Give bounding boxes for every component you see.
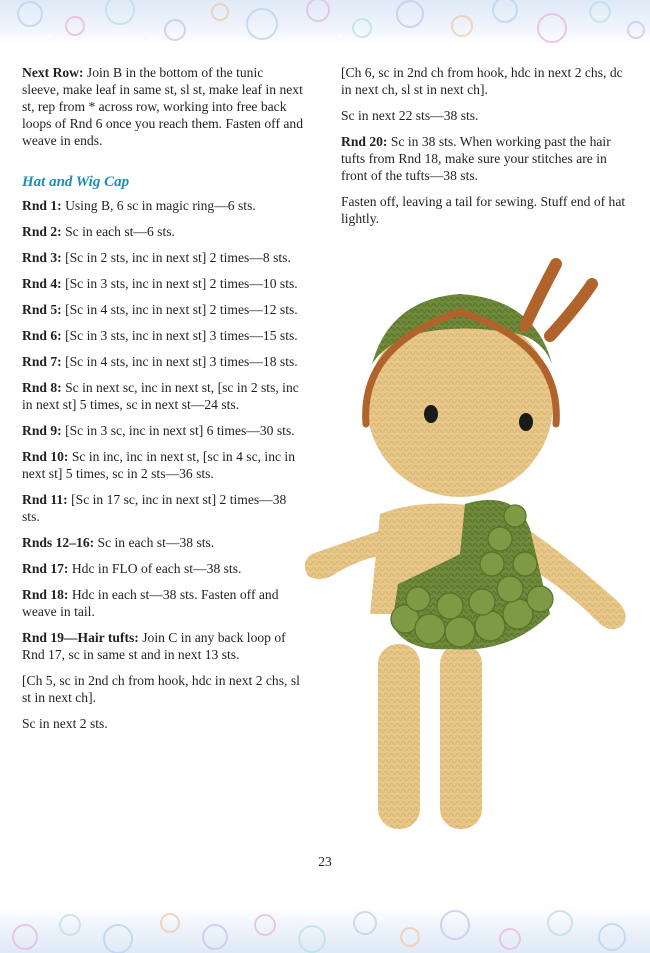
- pattern-instruction: [22, 327, 304, 344]
- instruction-text: Sc in next 22 sts—38 sts.: [341, 108, 479, 123]
- left-text-column: [22, 64, 304, 741]
- round-label: Rnd 5:: [22, 302, 62, 317]
- round-label: Rnd 20:: [341, 134, 388, 149]
- round-label: Rnd 19—Hair tufts:: [22, 630, 139, 645]
- instruction-text: [Ch 6, sc in 2nd ch from hook, hdc in next 2 chs, dc in next ch, sl st in next ch].: [341, 65, 623, 97]
- pattern-instruction: [22, 422, 304, 439]
- round-label: Rnd 11:: [22, 492, 68, 507]
- instruction-text: Using B, 6 sc in magic ring—6 sts.: [61, 198, 256, 213]
- instruction-text: [Sc in 4 sts, inc in next st] 2 times—12 sts.: [61, 302, 298, 317]
- round-label: Rnd 17:: [22, 561, 69, 576]
- doll-hair-tufts: [525, 264, 592, 336]
- bottom-decorative-border: [0, 907, 650, 953]
- section-heading: Hat and Wig Cap: [22, 174, 130, 190]
- page-number: 23: [318, 854, 332, 869]
- pattern-instruction: [22, 448, 304, 482]
- pattern-instruction: [341, 107, 631, 124]
- instruction-text: [Sc in 3 sc, inc in next st] 6 times—30 sts.: [61, 423, 295, 438]
- pattern-instruction: [22, 197, 304, 214]
- round-label: Rnd 8:: [22, 380, 62, 395]
- round-label: Rnd 1:: [22, 198, 62, 213]
- instruction-text: Hdc in FLO of each st—38 sts.: [68, 561, 242, 576]
- crochet-doll-photo: [300, 254, 640, 834]
- instruction-text: [Sc in 4 sts, inc in next st] 3 times—18 sts.: [61, 354, 298, 369]
- round-label: Rnd 3:: [22, 250, 62, 265]
- pattern-instruction: [22, 275, 304, 292]
- pattern-instruction: [22, 223, 304, 240]
- pattern-instruction: [22, 249, 304, 266]
- pattern-instruction: [22, 672, 304, 706]
- round-label: Rnd 7:: [22, 354, 62, 369]
- pattern-instruction: [341, 193, 631, 227]
- pattern-instruction: [22, 586, 304, 620]
- round-label: Rnd 4:: [22, 276, 62, 291]
- bubble-pattern-bottom: [0, 907, 650, 953]
- pattern-instruction: [22, 560, 304, 577]
- round-label: Rnds 12–16:: [22, 535, 95, 550]
- doll-right-eye: [519, 413, 533, 431]
- round-label: Next Row:: [22, 65, 84, 80]
- pattern-instruction: [22, 301, 304, 318]
- round-label: Rnd 18:: [22, 587, 69, 602]
- pattern-instruction: [341, 64, 631, 98]
- round-label: Rnd 2:: [22, 224, 62, 239]
- instruction-text: Sc in each st—6 sts.: [61, 224, 175, 239]
- pattern-instruction: [22, 491, 304, 525]
- instruction-text: Sc in each st—38 sts.: [94, 535, 215, 550]
- pattern-instruction: [22, 353, 304, 370]
- instruction-text: Join B in the bottom of the tunic sleeve, make leaf in same st, sl st, make leaf in next st, rep from * across row, working into free back loops of Rnd 6 once you reach them. Fasten off and weave in ends.: [22, 65, 304, 148]
- instruction-text: [Sc in 2 sts, inc in next st] 2 times—8 sts.: [61, 250, 291, 265]
- round-label: Rnd 9:: [22, 423, 62, 438]
- instruction-text: Sc in inc, inc in next st, [sc in 4 sc, inc in next st] 5 times, sc in 2 sts—36 sts.: [22, 449, 295, 481]
- instruction-text: [Sc in 3 sts, inc in next st] 2 times—10 sts.: [61, 276, 298, 291]
- doll-left-eye: [424, 405, 438, 423]
- round-label: Rnd 10:: [22, 449, 69, 464]
- pattern-instruction: [22, 715, 304, 732]
- pattern-instruction: [22, 379, 304, 413]
- pattern-instruction: [22, 629, 304, 663]
- right-text-column: [341, 64, 631, 236]
- instruction-text: Sc in next sc, inc in next st, [sc in 2 sts, inc in next st] 5 times, sc in next st—24 sts.: [22, 380, 299, 412]
- top-decorative-border: [0, 0, 650, 46]
- instruction-text: Join C in any back loop of Rnd 17, sc in same st and in next 13 sts.: [22, 630, 286, 662]
- pattern-instruction: [22, 534, 304, 551]
- pattern-instruction: [341, 133, 631, 184]
- round-label: Rnd 6:: [22, 328, 62, 343]
- instruction-text: [Ch 5, sc in 2nd ch from hook, hdc in next 2 chs, sl st in next ch].: [22, 673, 300, 705]
- instruction-text: Hdc in each st—38 sts. Fasten off and weave in tail.: [22, 587, 279, 619]
- instruction-text: Sc in 38 sts. When working past the hair tufts from Rnd 18, make sure your stitches are in front of the tufts—38 sts.: [341, 134, 611, 183]
- instruction-text: Sc in next 2 sts.: [22, 716, 108, 731]
- pattern-instruction: [22, 64, 304, 149]
- instruction-text: Fasten off, leaving a tail for sewing. Stuff end of hat lightly.: [341, 194, 626, 226]
- instruction-text: [Sc in 3 sts, inc in next st] 3 times—15 sts.: [61, 328, 298, 343]
- instruction-text: [Sc in 17 sc, inc in next st] 2 times—38 sts.: [22, 492, 287, 524]
- doll-legs: [378, 644, 482, 829]
- section-spacer: [22, 158, 304, 174]
- bubble-pattern-top: [0, 0, 650, 46]
